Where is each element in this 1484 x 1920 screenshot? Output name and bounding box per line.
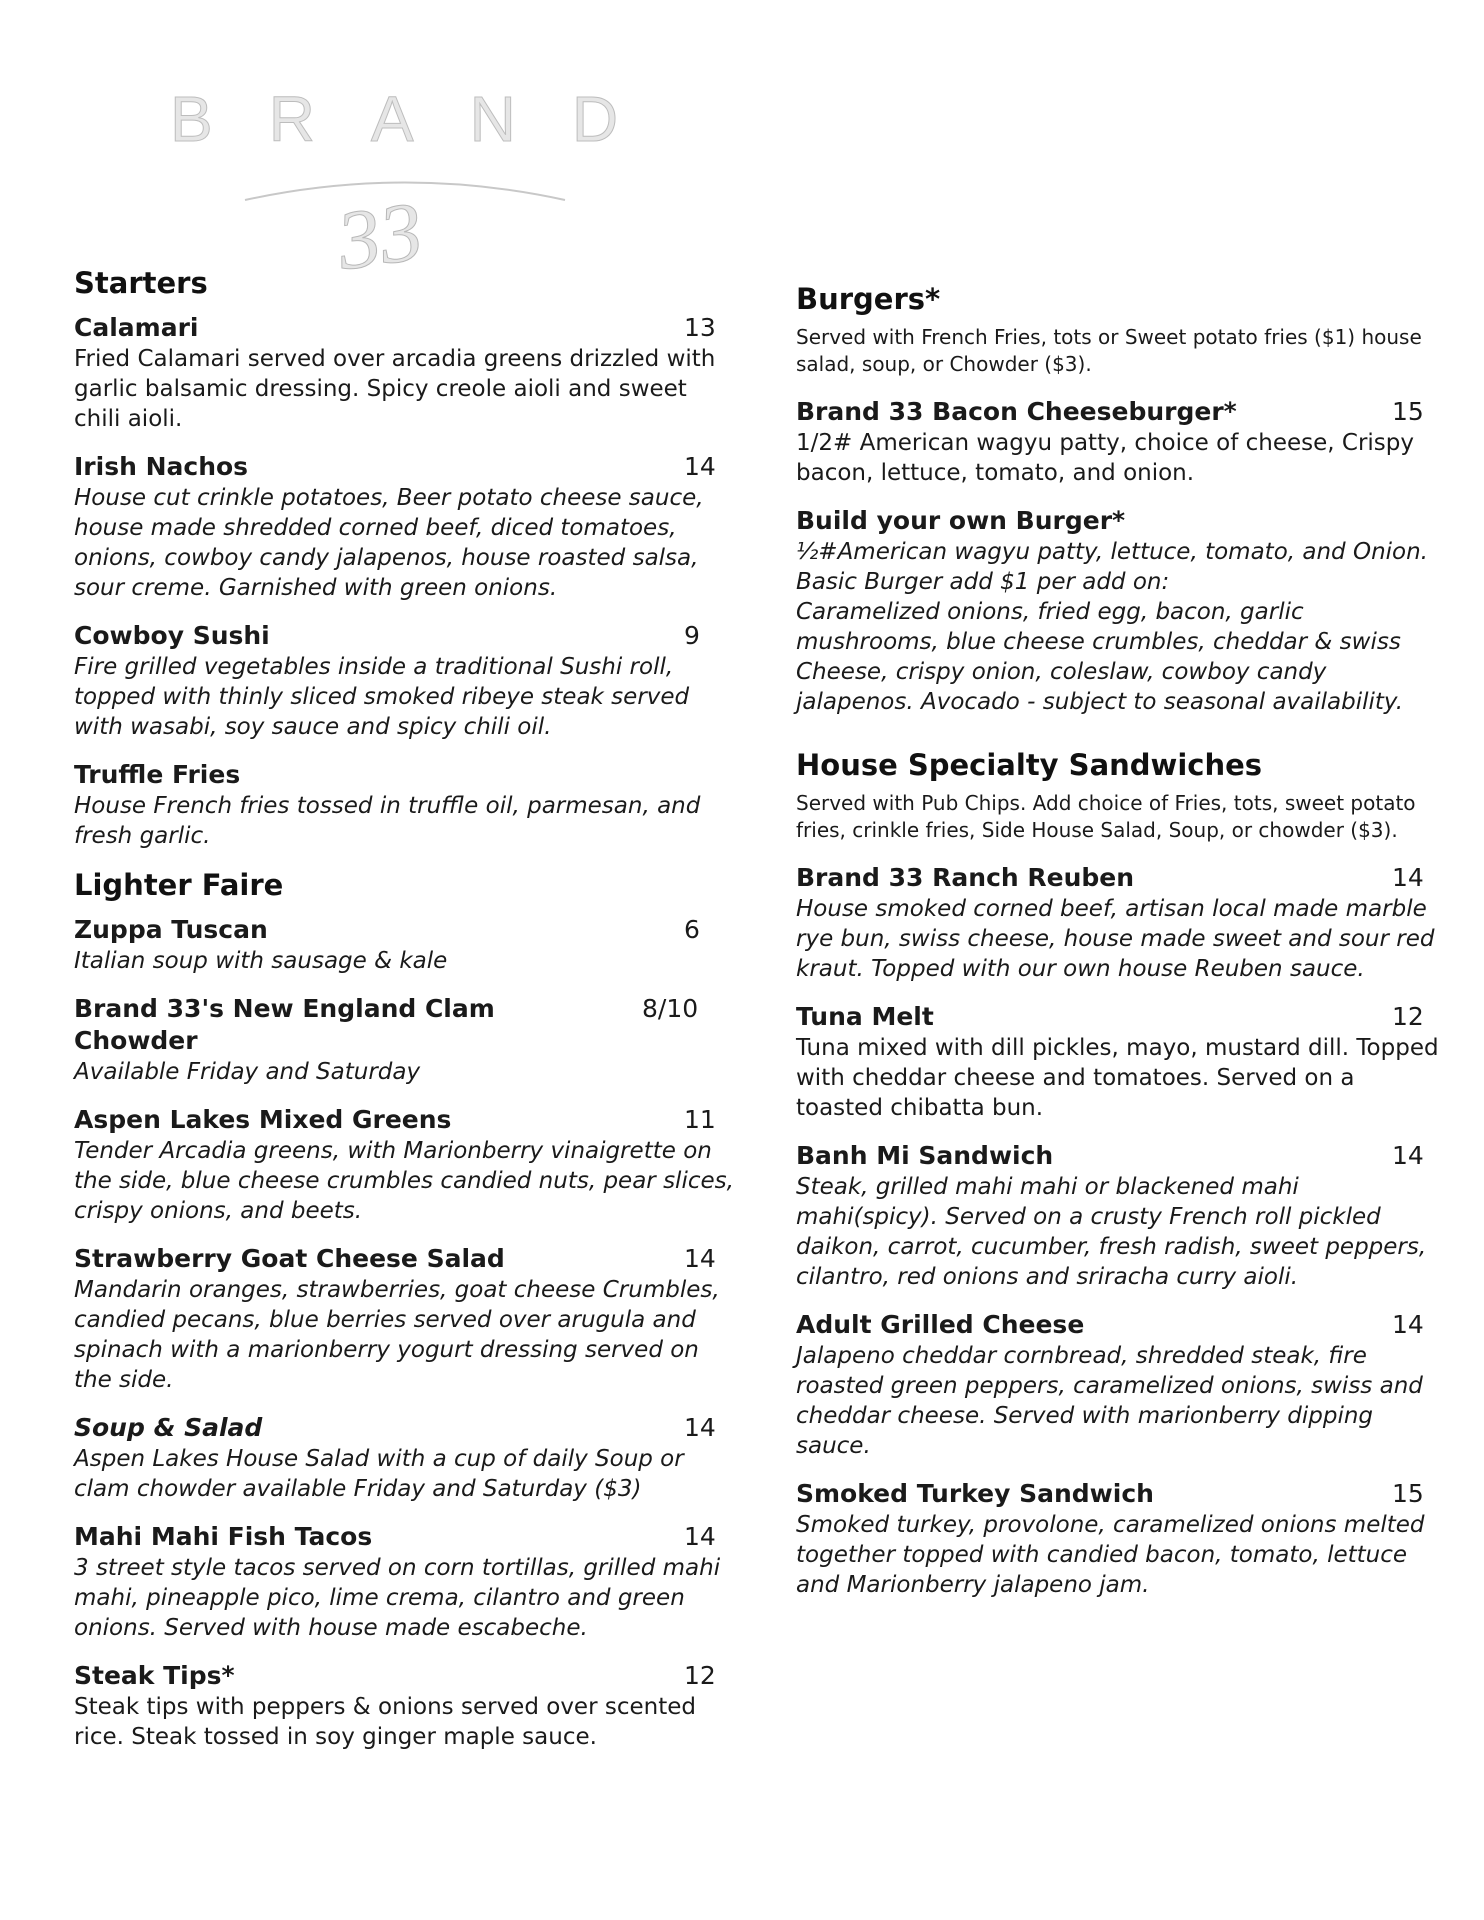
item-name: Irish Nachos xyxy=(74,452,249,481)
menu-item xyxy=(74,1521,734,1643)
item-price: 9 xyxy=(684,621,700,650)
section-note-sandwiches: Served with Pub Chips. Add choice of Fries, tots, sweet potato fries, crinkle fries, Side House Salad, Soup, or chowder ($3). xyxy=(796,791,1416,842)
item-price: 15 xyxy=(1392,1479,1424,1508)
menu-item xyxy=(74,993,734,1087)
logo-number: 33 xyxy=(331,184,429,289)
item-name: Cowboy Sushi xyxy=(74,621,270,650)
item-price: 6 xyxy=(684,915,700,944)
item-name: Aspen Lakes Mixed Greens xyxy=(74,1105,452,1134)
item-name: Smoked Turkey Sandwich xyxy=(796,1479,1154,1508)
item-desc: Jalapeno cheddar cornbread, shredded steak, fire roasted green peppers, caramelized onions, swiss and cheddar cheese. Served with marionberry dipping sauce. xyxy=(796,1343,1423,1459)
menu-item xyxy=(74,1104,734,1226)
item-price: 15 xyxy=(1392,397,1424,426)
item-desc: House smoked corned beef, artisan local made marble rye bun, swiss cheese, house made sweet and sour red kraut. Topped with our own house Reuben sauce. xyxy=(796,896,1435,982)
item-name: Build your own Burger* xyxy=(796,506,1126,535)
item-desc: 1/2# American wagyu patty, choice of cheese, Crispy bacon, lettuce, tomato, and onion. xyxy=(796,430,1414,486)
item-price: 14 xyxy=(684,1244,716,1273)
logo xyxy=(150,70,690,290)
item-price: 14 xyxy=(684,452,716,481)
item-name: Brand 33 Ranch Reuben xyxy=(796,863,1135,892)
menu-item xyxy=(796,1309,1446,1461)
item-name: Adult Grilled Cheese xyxy=(796,1310,1085,1339)
item-price: 14 xyxy=(1392,863,1424,892)
menu-item xyxy=(796,1478,1446,1600)
section-note-burgers: Served with French Fries, tots or Sweet potato fries ($1) house salad, soup, or Chowder ($3). xyxy=(796,325,1422,376)
item-price: 14 xyxy=(684,1522,716,1551)
menu-item xyxy=(74,1243,734,1395)
logo-brand-text: BRAND xyxy=(170,83,675,155)
section-title-burgers: Burgers* xyxy=(796,282,941,316)
item-name: Truffle Fries xyxy=(74,760,241,789)
item-desc: Available Friday and Saturday xyxy=(74,1059,421,1085)
menu-item xyxy=(796,1001,1446,1123)
item-name: Tuna Melt xyxy=(796,1002,934,1031)
item-desc: Mandarin oranges, strawberries, goat cheese Crumbles, candied pecans, blue berries served over arugula and spinach with a marionberry yogurt dressing served on the side. xyxy=(74,1277,720,1393)
item-name: Mahi Mahi Fish Tacos xyxy=(74,1522,373,1551)
menu-item xyxy=(74,620,734,742)
item-price: 11 xyxy=(684,1105,716,1134)
item-desc-addons-label: Basic Burger add $1 per add on: xyxy=(796,569,1170,595)
item-desc: Steak tips with peppers & onions served over scented rice. Steak tossed in soy ginger maple sauce. xyxy=(74,1694,696,1750)
item-desc: Tender Arcadia greens, with Marionberry vinaigrette on the side, blue cheese crumbles candied nuts, pear slices, crispy onions, and beets. xyxy=(74,1138,734,1224)
item-name: Soup & Salad xyxy=(74,1413,263,1442)
menu-item xyxy=(796,862,1446,984)
item-desc: House cut crinkle potatoes, Beer potato cheese sauce, house made shredded corned beef, diced tomatoes, onions, cowboy candy jalapenos, house roasted salsa, sour creme. Garnished with green onions. xyxy=(74,485,704,601)
item-desc: Smoked turkey, provolone, caramelized onions melted together topped with candied bacon, tomato, lettuce and Marionberry jalapeno jam. xyxy=(796,1512,1425,1598)
menu-item xyxy=(74,451,734,603)
menu-item xyxy=(796,396,1446,488)
menu-item xyxy=(796,1140,1446,1292)
item-desc: Aspen Lakes House Salad with a cup of daily Soup or clam chowder available Friday and Saturday ($3) xyxy=(74,1446,684,1502)
item-desc: Fried Calamari served over arcadia greens drizzled with garlic balsamic dressing. Spicy creole aioli and sweet chili aioli. xyxy=(74,346,716,432)
item-name: Banh Mi Sandwich xyxy=(796,1141,1054,1170)
item-price: 14 xyxy=(684,1413,716,1442)
item-name: Steak Tips* xyxy=(74,1661,235,1690)
section-title-sandwiches: House Specialty Sandwiches xyxy=(796,748,1263,782)
item-price: 14 xyxy=(1392,1310,1424,1339)
menu-item xyxy=(74,312,734,434)
item-desc: Fire grilled vegetables inside a traditional Sushi roll, topped with thinly sliced smoked ribeye steak served with wasabi, soy sauce and spicy chili oil. xyxy=(74,654,690,740)
item-name: Brand 33 Bacon Cheeseburger* xyxy=(796,397,1237,426)
item-price: 12 xyxy=(684,1661,716,1690)
menu-item xyxy=(74,1660,734,1752)
menu-item xyxy=(796,505,1446,717)
menu-item xyxy=(74,1412,734,1504)
item-desc: 3 street style tacos served on corn tortillas, grilled mahi mahi, pineapple pico, lime crema, cilantro and green onions. Served with house made escabeche. xyxy=(74,1555,721,1641)
item-name: Strawberry Goat Cheese Salad xyxy=(74,1244,505,1273)
item-price: 14 xyxy=(1392,1141,1424,1170)
item-name: Brand 33's New England Clam Chowder xyxy=(74,994,495,1055)
item-price: 12 xyxy=(1392,1002,1424,1031)
left-column xyxy=(74,266,734,1769)
item-price: 13 xyxy=(684,313,716,342)
item-name: Calamari xyxy=(74,313,199,342)
menu-item xyxy=(74,759,734,851)
item-price: 8/10 xyxy=(642,994,699,1023)
item-desc-addons: Caramelized onions, fried egg, bacon, garlic mushrooms, blue cheese crumbles, cheddar & swiss Cheese, crispy onion, coleslaw, cowboy candy jalapenos. Avocado - subject to seasonal availability. xyxy=(796,599,1404,715)
right-column xyxy=(796,282,1446,1617)
item-name: Zuppa Tuscan xyxy=(74,915,268,944)
item-desc: ½#American wagyu patty, lettuce, tomato, and Onion. xyxy=(796,539,1428,565)
item-desc: Steak, grilled mahi mahi or blackened mahi mahi(spicy). Served on a crusty French roll pickled daikon, carrot, cucumber, fresh radish, sweet peppers, cilantro, red onions and sriracha curry aioli. xyxy=(796,1174,1427,1290)
item-desc: Tuna mixed with dill pickles, mayo, mustard dill. Topped with cheddar cheese and tomatoes. Served on a toasted chibatta bun. xyxy=(796,1035,1439,1121)
section-title-starters: Starters xyxy=(74,266,208,300)
item-desc: Italian soup with sausage & kale xyxy=(74,948,448,974)
item-desc: House French fries tossed in truffle oil, parmesan, and fresh garlic. xyxy=(74,793,701,849)
section-title-lighter-faire: Lighter Faire xyxy=(74,868,284,902)
menu-item xyxy=(74,914,734,976)
